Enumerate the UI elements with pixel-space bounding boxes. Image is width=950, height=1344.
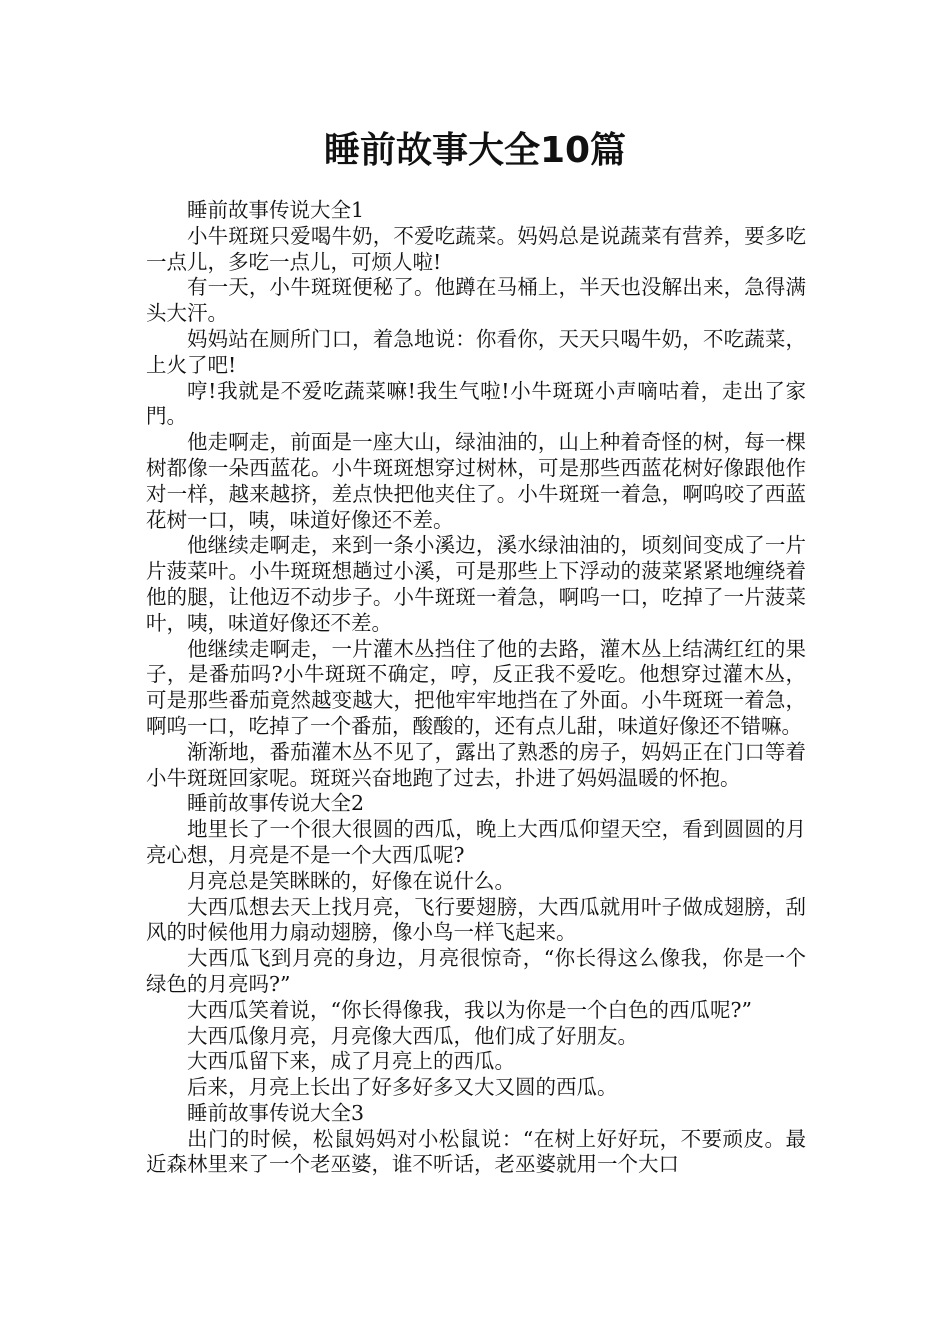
paragraph: 他继续走啊走，来到一条小溪边，溪水绿油油的，顷刻间变成了一片片菠菜叶。小牛斑斑想趟过小溪，可是那些上下浮动的菠菜紧紧地缠绕着他的腿，让他迈不动步子。小牛斑斑一着急，啊呜一口，吃掉了一片菠菜叶，咦，味道好像还不差。 bbox=[146, 533, 806, 635]
section-heading: 睡前故事传说大全1 bbox=[187, 198, 365, 222]
section-heading: 睡前故事传说大全3 bbox=[187, 1100, 365, 1125]
section-heading: 睡前故事传说大全2 bbox=[187, 791, 365, 816]
document-title: 睡前故事大全10篇 bbox=[323, 130, 627, 171]
paragraph: 大西瓜像月亮，月亮像大西瓜，他们成了好朋友。 bbox=[187, 1023, 638, 1048]
paragraph: 妈妈站在厕所门口，着急地说：你看你，天天只喝牛奶，不吃蔬菜，上火了吧! bbox=[146, 326, 806, 377]
paragraph: 他继续走啊走，一片灌木丛挡住了他的去路，灌木丛上结满红红的果子，是番茄吗?小牛斑斑不确定，哼，反正我不爱吃。他想穿过灌木丛，可是那些番茄竟然越变越大，把他牢牢地挡在了外面。小牛斑斑一着急，啊呜一口，吃掉了一个番茄，酸酸的，还有点儿甜，味道好像还不错嘛。 bbox=[146, 636, 806, 738]
paragraph: 大西瓜飞到月亮的身边，月亮很惊奇，“你长得这么像我，你是一个绿色的月亮吗?” bbox=[146, 946, 806, 996]
paragraph: 出门的时候，松鼠妈妈对小松鼠说：“在树上好好玩，不要顽皮。最近森林里来了一个老巫婆，谁不听话，老巫婆就用一个大口 bbox=[146, 1126, 806, 1177]
paragraph: 哼!我就是不爱吃蔬菜嘛!我生气啦!小牛斑斑小声嘀咕着，走出了家門。 bbox=[146, 378, 806, 429]
paragraph: 小牛斑斑只爱喝牛奶，不爱吃蔬菜。妈妈总是说蔬菜有营养，要多吃一点儿，多吃一点儿，可烦人啦! bbox=[146, 223, 806, 274]
paragraph: 有一天，小牛斑斑便秘了。他蹲在马桶上，半天也没解出来，急得满头大汗。 bbox=[146, 275, 806, 326]
paragraph: 大西瓜想去天上找月亮，飞行要翅膀，大西瓜就用叶子做成翅膀，刮风的时候他用力扇动翅膀，像小鸟一样飞起来。 bbox=[146, 894, 806, 945]
paragraph: 大西瓜留下来，成了月亮上的西瓜。 bbox=[187, 1049, 515, 1074]
paragraph: 后来，月亮上长出了好多好多又大又圆的西瓜。 bbox=[187, 1075, 618, 1100]
paragraph: 月亮总是笑眯眯的，好像在说什么。 bbox=[187, 868, 515, 893]
paragraph: 地里长了一个很大很圆的西瓜，晚上大西瓜仰望天空，看到圆圆的月亮心想，月亮是不是一个大西瓜呢? bbox=[146, 817, 806, 867]
document-body bbox=[146, 198, 806, 1178]
paragraph: 他走啊走，前面是一座大山，绿油油的，山上种着奇怪的树，每一棵树都像一朵西蓝花。小牛斑斑想穿过树林，可是那些西蓝花树好像跟他作对一样，越来越挤，差点快把他夹住了。小牛斑斑一着急，啊呜咬了西蓝花树一口，咦，味道好像还不差。 bbox=[146, 430, 806, 532]
paragraph: 大西瓜笑着说，“你长得像我，我以为你是一个白色的西瓜呢?” bbox=[187, 997, 752, 1022]
paragraph: 渐渐地，番茄灌木丛不见了，露出了熟悉的房子，妈妈正在门口等着小牛斑斑回家呢。斑斑兴奋地跑了过去，扑进了妈妈温暖的怀抱。 bbox=[146, 739, 806, 790]
